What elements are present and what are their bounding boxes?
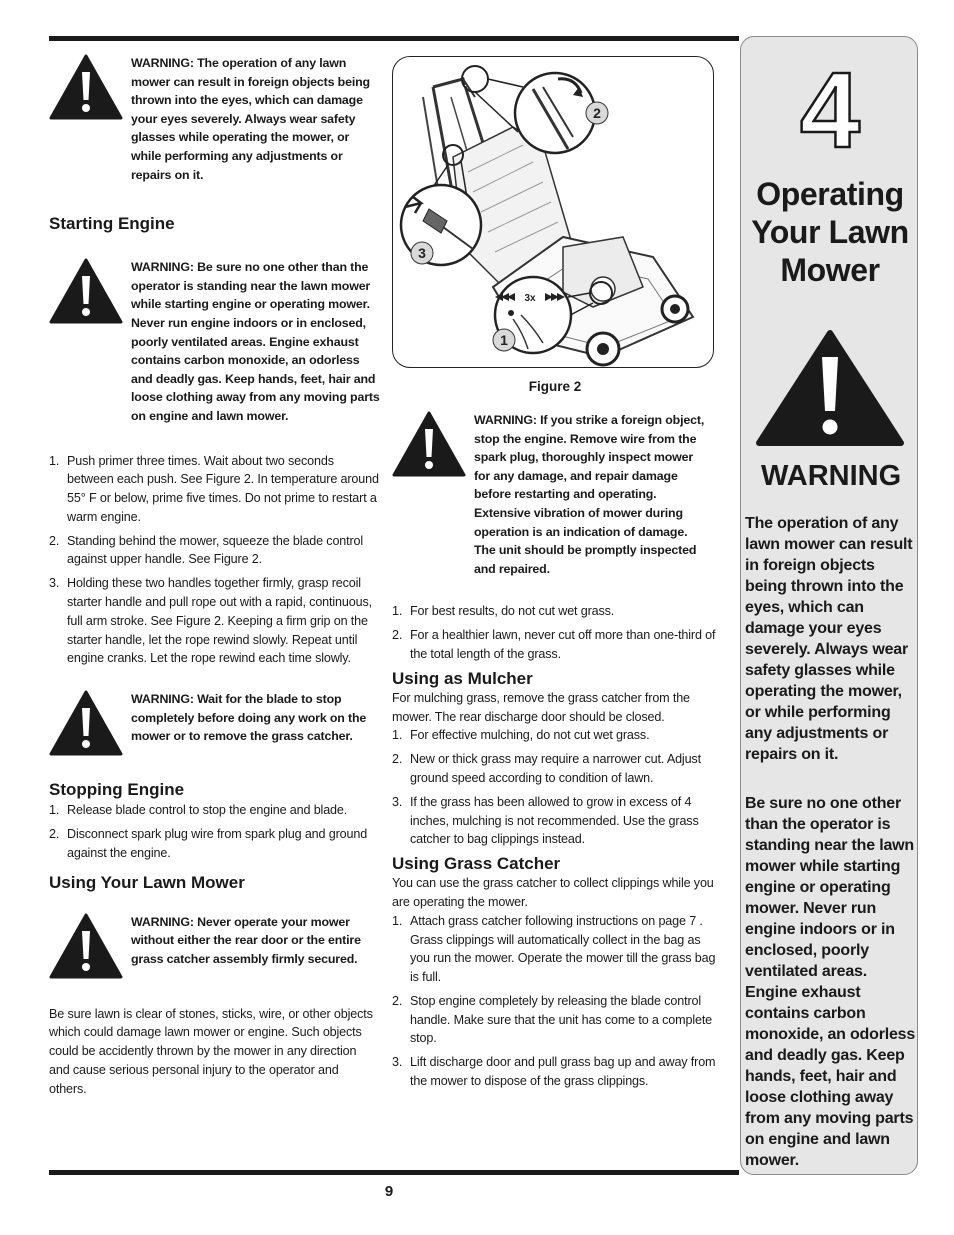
grass-catcher-intro: You can use the grass catcher to collect clippings while you are operating the mower. bbox=[392, 876, 714, 909]
warning-foreign-strike bbox=[392, 411, 718, 578]
figure-caption: Figure 2 bbox=[528, 379, 582, 394]
stopping-engine-steps bbox=[49, 801, 381, 862]
warning-title: WARNING bbox=[761, 460, 902, 492]
grass-catcher-heading: Using Grass Catcher bbox=[392, 854, 561, 874]
warning-triangle-icon bbox=[49, 690, 123, 756]
list-item: 2. Standing behind the mower, squeeze the blade control against upper handle. See Figure 2. bbox=[49, 533, 364, 567]
list-item: 3. Lift discharge door and pull grass bag up and away from the mower to dispose of the grass clippings. bbox=[392, 1055, 716, 1089]
warning-triangle-icon bbox=[49, 258, 123, 324]
list-item: 2. Stop engine completely by releasing the blade control handle. Make sure that the unit has come to a complete stop. bbox=[392, 993, 713, 1046]
warning-text: WARNING: Be sure no one other than the operator is standing near the lawn mower while starting engine or operating mower. Never run engine indoors or in enclosed, poorly ventilated areas. Engine exhaust contains carbon monoxide, an odorless and deadly gas. Keep hands, feet, hair and loose clothing away from any moving parts on engine and lawn mower. bbox=[131, 260, 380, 423]
warning-text: WARNING: Wait for the blade to stop completely before doing any work on the mower or to remove the grass catcher. bbox=[131, 692, 367, 744]
list-item: 3. Holding these two handles together firmly, grasp recoil starter handle and pull rope out with a rapid, continuous, full arm stroke. See Figure 2. Keeping a firm grip on the starter handle, let the rope rewind slowly. Repeat until engine cranks. Let the rope rewind each time slowly. bbox=[49, 576, 372, 666]
chapter-number: 4 bbox=[799, 49, 861, 170]
mowing-tips bbox=[392, 602, 718, 663]
lawn-mower-illustration bbox=[393, 57, 714, 368]
mulcher-heading: Using as Mulcher bbox=[392, 668, 533, 688]
list-item: 1. For effective mulching, do not cut wet grass. bbox=[392, 728, 650, 743]
starting-engine-steps bbox=[49, 452, 381, 669]
warning-text: WARNING: The operation of any lawn mower can result in foreign objects being thrown into the eyes, which can damage your eyes severely. Always wear safety glasses while operating the mower, or while performing any adjustments or repairs on it. bbox=[131, 56, 370, 182]
page-number: 9 bbox=[384, 1183, 394, 1200]
warning-text: WARNING: Never operate your mower without either the rear door or the entire grass catcher assembly firmly secured. bbox=[131, 914, 361, 966]
middle-column bbox=[392, 56, 718, 1096]
list-item: 1. Attach grass catcher following instructions on page 7 . Grass clippings will automatically collect in the bag as you run the mower. Operate the mower till the grass bag is full. bbox=[392, 913, 716, 985]
mulcher-steps bbox=[392, 726, 718, 849]
using-mower-heading: Using Your Lawn Mower bbox=[49, 872, 245, 892]
mulcher-intro: For mulching grass, remove the grass catcher from the mower. The rear discharge door should be closed. bbox=[392, 690, 690, 724]
side-warning-paragraph: The operation of any lawn mower can result in foreign objects being thrown into the eyes, which can damage your eyes severely. Always wear safety glasses while operating the mower, or while performing any adjustments or repairs on it. bbox=[745, 515, 913, 763]
list-item: 1. Push primer three times. Wait about two seconds between each push. See Figure 2. In temperature around 55° F or below, prime five times. Do not prime to restart a warm engine. bbox=[49, 453, 379, 524]
svg-text:1: 1 bbox=[500, 332, 508, 348]
list-item: 1. For best results, do not cut wet grass. bbox=[392, 604, 615, 619]
side-warning-paragraph: Be sure no one other than the operator is standing near the lawn mower while starting engine or operating mower. Never run engine indoors or in enclosed, poorly ventilated areas. Engine exhaust contains carbon monoxide, an odorless and deadly gas. Keep hands, feet, hair and loose clothing away from any moving parts on engine and lawn mower. bbox=[745, 795, 916, 1169]
svg-text:3: 3 bbox=[418, 245, 426, 261]
grass-catcher-steps bbox=[392, 912, 718, 1091]
bottom-rule bbox=[49, 1170, 739, 1175]
list-item: 2. New or thick grass may require a narrower cut. Adjust ground speed according to condition of lawn. bbox=[392, 752, 701, 785]
svg-text:3x: 3x bbox=[524, 293, 536, 304]
list-item: 2. For a healthier lawn, never cut off more than one-third of the total length of the grass. bbox=[392, 628, 716, 661]
list-item: 2. Disconnect spark plug wire from spark plug and ground against the engine. bbox=[49, 827, 368, 860]
warning-text: WARNING: If you strike a foreign object, stop the engine. Remove wire from the spark plug, thoroughly inspect mower for any damage, and repair damage before restarting and operating. Extensive vibration of mower during operation is an indication of damage. The unit should be promptly inspected and repaired. bbox=[474, 413, 705, 576]
chapter-title: Operating Your Lawn Mower bbox=[751, 176, 909, 288]
chapter-side-panel bbox=[740, 36, 918, 1175]
using-mower-paragraph: Be sure lawn is clear of stones, sticks, wire, or other objects which could damage lawn mower or engine. Such objects could be accidently thrown by the mower in any direction and cause serious personal injury to the operator and others. bbox=[49, 1006, 373, 1096]
warning-rear-door bbox=[49, 913, 381, 979]
warning-triangle-icon bbox=[392, 411, 466, 477]
warning-foreign-objects bbox=[49, 54, 381, 184]
warning-starting-engine bbox=[49, 258, 381, 425]
figure-2-illustration bbox=[392, 56, 714, 368]
svg-text:2: 2 bbox=[593, 105, 601, 121]
warning-triangle-icon bbox=[49, 54, 123, 120]
warning-triangle-icon bbox=[755, 329, 905, 452]
list-item: 1. Release blade control to stop the engine and blade. bbox=[49, 803, 348, 818]
stopping-engine-heading: Stopping Engine bbox=[49, 780, 185, 800]
list-item: 3. If the grass has been allowed to grow in excess of 4 inches, mulching is not recommended. Use the grass catcher to bag clippings instead. bbox=[392, 794, 699, 847]
warning-blade-stop bbox=[49, 690, 381, 756]
top-rule bbox=[49, 36, 739, 41]
starting-engine-heading: Starting Engine bbox=[49, 214, 175, 234]
warning-triangle-icon bbox=[49, 913, 123, 979]
left-column bbox=[49, 52, 381, 1099]
